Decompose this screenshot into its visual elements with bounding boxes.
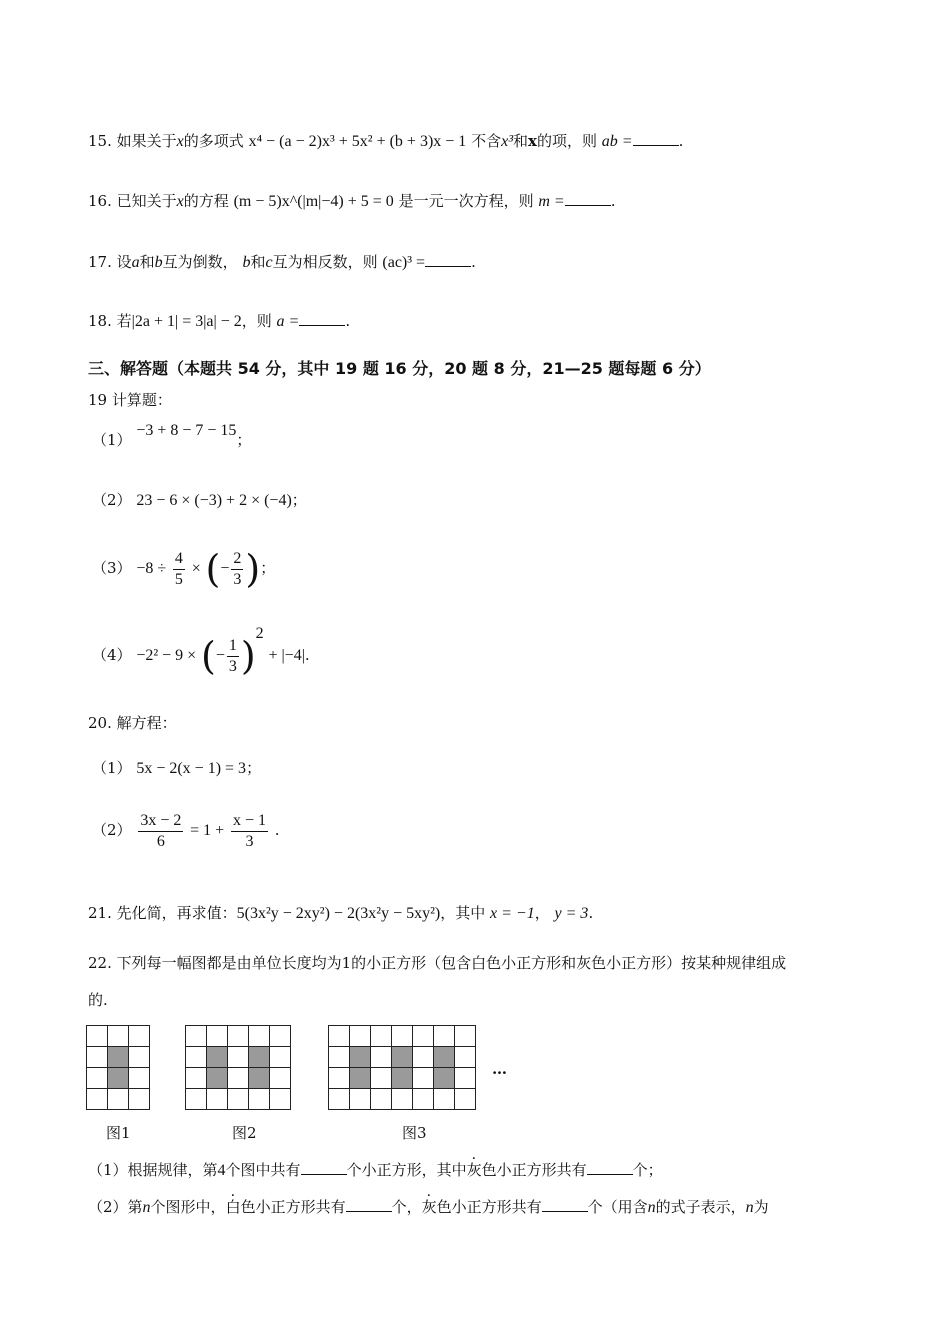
answer-blank[interactable] [633,131,679,146]
figure-1-grid [86,1025,150,1110]
figure-3-grid [328,1025,476,1110]
q22-sub-2: （2）第n个图形中，白色小正方形共有 个，灰色小正方形共有 个（用含n的式子表示，n为 [88,1198,769,1216]
answer-blank[interactable] [587,1160,633,1175]
answer-blank[interactable] [299,311,345,326]
q21-expression: 5(3x²y − 2xy²) − 2(3x²y − 5xy²) [236,905,441,922]
question-22-line1: 22. 下列每一幅图都是由单位长度均为1的小正方形（包含白色小正方形和灰色小正方形）按某种规律组成 [88,954,787,972]
q16-expression: (m − 5)x^(|m|−4) + 5 = 0 [233,193,394,210]
fraction: $\frac{1}{3}$ [228,636,237,675]
fraction: $\frac{3x - 2}{6}$ [140,811,182,850]
fraction: $\frac{4}{5}$ [174,549,183,588]
q18-expression: |2a + 1| = 3|a| − 2 [131,313,242,330]
figure-2-caption: 图2 [232,1124,257,1142]
question-21: 21. 先化简，再求值：5(3x²y − 2xy²) − 2(3x²y − 5xy²)，其中 x = −1， y = 3. [88,904,594,922]
answer-blank[interactable] [425,252,471,267]
question-16: 16. 已知关于x的方程 (m − 5)x^(|m|−4) + 5 = 0 是一元一次方程，则 m = . [88,192,616,210]
question-19-title: 19 计算题： [88,391,172,409]
answer-blank[interactable] [301,1160,347,1175]
fraction: $\frac{x - 1}{3}$ [232,811,266,850]
ellipsis: … [492,1060,507,1078]
q19-item-3: （3） −8 ÷ $\frac{4}{5}$ × (− $\frac{2}{3}$ )； [92,547,276,591]
fraction: $\frac{2}{3}$ [233,549,242,588]
figure-1-caption: 图1 [106,1124,131,1142]
q19-item-1: （1） −3 + 8 − 7 − 15； [92,422,252,449]
answer-blank[interactable] [346,1197,392,1212]
q19-item-4: （4） −2² − 9 × (− $\frac{1}{3}$ )$^2$ + |−4|. [92,625,310,678]
question-17: 17. 设a和b互为倒数， b和c互为相反数，则 (ac)³ = . [88,253,476,271]
figure-3-caption: 图3 [402,1124,427,1142]
q19-item-2: （2） 23 − 6 × (−3) + 2 × (−4)； [92,491,307,509]
q20-item-1: （1） 5x − 2(x − 1) = 3； [92,759,262,777]
answer-blank[interactable] [542,1197,588,1212]
section-heading: 三、解答题（本题共 54 分，其中 19 题 16 分，20 题 8 分，21—25 题每题 6 分） [88,359,711,378]
q22-sub-1: （1）根据规律，第4个图中共有 个小正方形，其中灰色小正方形共有 个； [88,1161,663,1179]
question-15: 15. 如果关于x的多项式 x⁴ − (a − 2)x³ + 5x² + (b + 3)x − 1 不含x³和x的项，则 ab = . [88,132,684,150]
figure-2-grid [185,1025,291,1110]
q20-item-2: （2） $\frac{3x - 2}{6}$ = 1 + $\frac{x - 1}{3}$ . [92,811,280,850]
question-20-title: 20. 解方程： [88,714,177,732]
question-22-line2: 的. [88,991,108,1009]
answer-blank[interactable] [565,191,611,206]
q15-expression: x⁴ − (a − 2)x³ + 5x² + (b + 3)x − 1 [248,133,467,150]
question-18: 18. 若|2a + 1| = 3|a| − 2，则 a = . [88,312,351,330]
